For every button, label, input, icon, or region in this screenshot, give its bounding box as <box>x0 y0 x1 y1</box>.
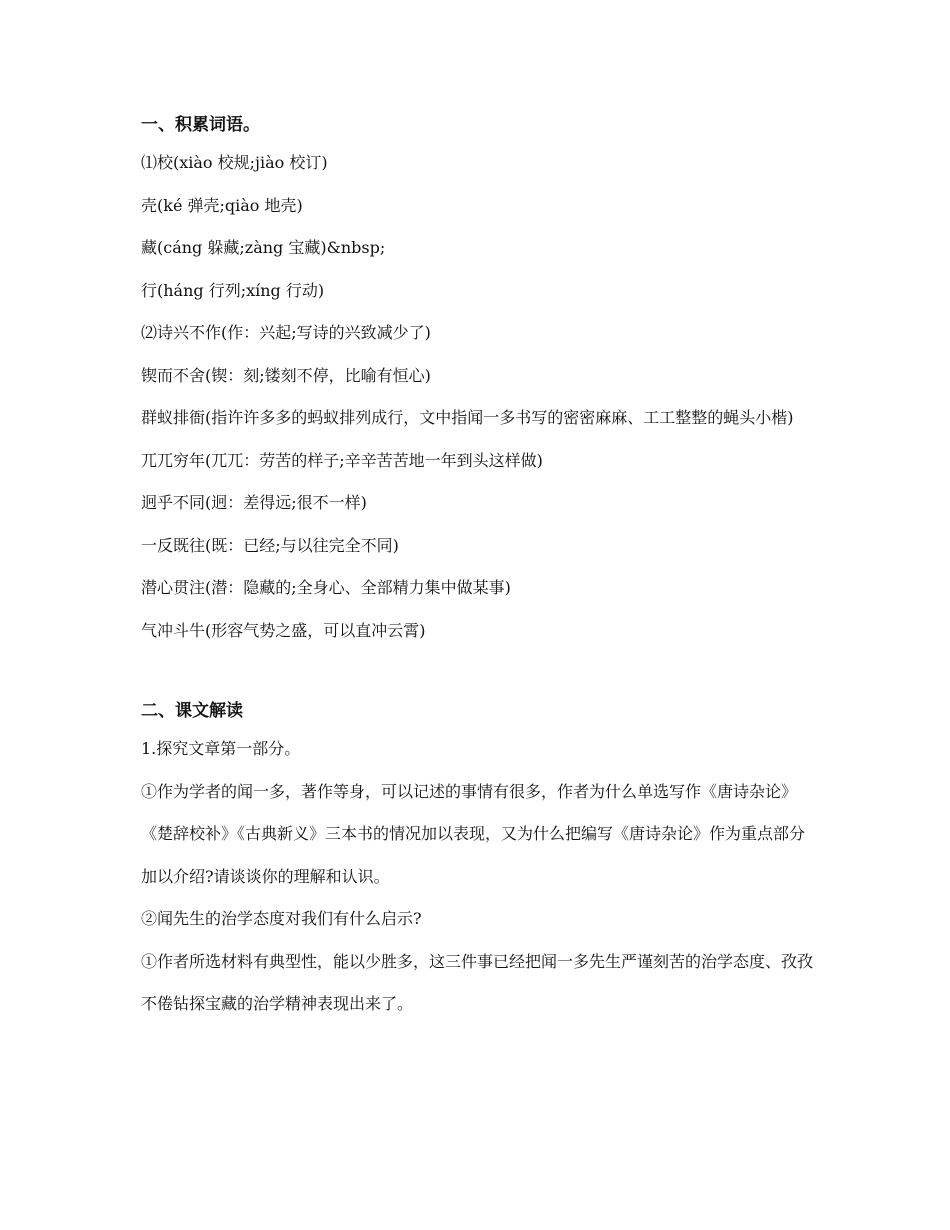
vocab-line-qunyi: 群蚁排衙(指许许多多的蚂蚁排列成行，文中指闻一多书写的密密麻麻、工工整整的蝇头小楷) <box>141 408 794 427</box>
section-heading-vocabulary: 一、积累词语。 <box>141 115 260 135</box>
vocab-line-cang: 藏(cáng 躲藏;zàng 宝藏)&nbsp; <box>141 238 386 257</box>
document-page <box>141 110 813 1026</box>
section-heading-reading: 二、课文解读 <box>141 701 243 721</box>
vocab-line-hang: 行(háng 行列;xíng 行动) <box>141 280 325 300</box>
vocab-line-shixing: ⑵诗兴不作(作：兴起;写诗的兴致减少了) <box>141 323 431 342</box>
vocab-line-qichong: 气冲斗牛(形容气势之盛，可以直冲云霄) <box>141 620 426 640</box>
reading-question-1: ①作为学者的闻一多，著作等身，可以记述的事情有很多，作者为什么单选写作《唐诗杂论》《楚辞校补》《古典新义》三本书的情况加以表现，又为什么把编写《唐诗杂论》作为重点部分加以介绍?请谈谈你的理解和认识。 <box>141 781 806 886</box>
vocab-line-wuwu: 兀兀穷年(兀兀：劳苦的样子;辛辛苦苦地一年到头这样做) <box>141 450 543 470</box>
vocab-line-jionghu: 迥乎不同(迥：差得远;很不一样) <box>141 493 367 512</box>
reading-question-2: ②闻先生的治学态度对我们有什么启示? <box>141 909 422 928</box>
reading-answer-1: ①作者所选材料有典型性，能以少胜多，这三件事已经把闻一多先生严谨刻苦的治学态度、孜孜不倦钻探宝藏的治学精神表现出来了。 <box>141 951 814 1013</box>
vocab-line-qieer: 锲而不舍(锲：刻;镂刻不停，比喻有恒心) <box>141 365 431 385</box>
vocab-line-yifan: 一反既往(既：已经;与以往完全不同) <box>141 535 399 555</box>
vocab-line-jiao: ⑴校(xiào 校规;jiào 校订) <box>141 153 328 172</box>
vocab-line-qiao: 壳(ké 弹壳;qiào 地壳) <box>141 195 303 215</box>
vocab-line-qianxin: 潜心贯注(潜：隐藏的;全身心、全部精力集中做某事) <box>141 578 511 597</box>
reading-question-title: 1.探究文章第一部分。 <box>141 739 301 758</box>
